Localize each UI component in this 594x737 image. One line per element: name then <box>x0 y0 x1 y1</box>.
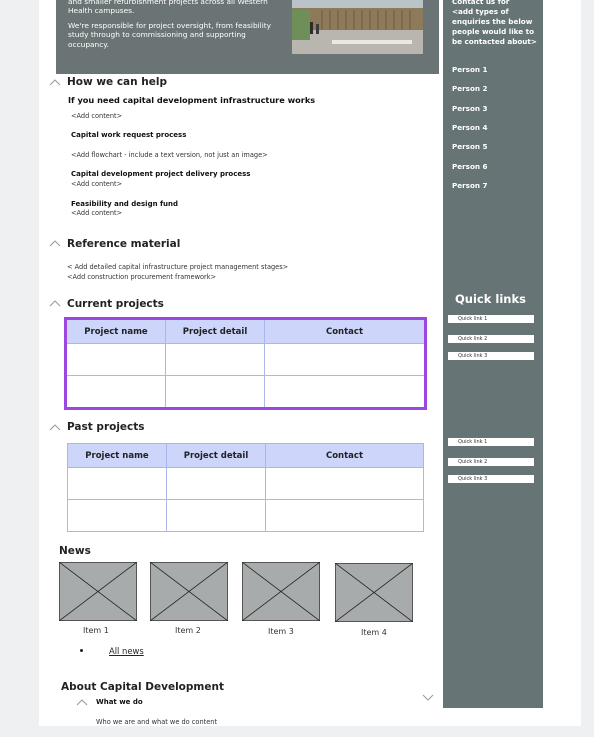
feasibility-heading: Feasibility and design fund <box>71 200 179 208</box>
quick-link[interactable]: Quick link 1 <box>448 315 534 323</box>
table-cell[interactable] <box>266 500 424 532</box>
capital-request-heading: Capital work request process <box>71 131 187 139</box>
person-link[interactable]: Person 5 <box>452 142 488 151</box>
section-heading-past-projects: Past projects <box>67 421 145 433</box>
section-heading-about: About Capital Development <box>61 681 224 693</box>
contact-intro-line: people would like to <box>452 27 535 36</box>
section-heading-current-projects: Current projects <box>67 298 164 310</box>
table-row <box>68 468 424 500</box>
expand-chevron-icon[interactable] <box>422 694 434 701</box>
what-we-do-heading: What we do <box>96 698 143 706</box>
table-row <box>67 376 425 408</box>
placeholder-text: <Add content> <box>71 112 123 120</box>
table-cell[interactable] <box>167 500 266 532</box>
collapse-chevron-icon[interactable] <box>49 240 61 247</box>
person-link[interactable]: Person 3 <box>452 104 488 113</box>
table-cell[interactable] <box>166 344 265 376</box>
table-row <box>67 344 425 376</box>
column-header: Project detail <box>166 320 265 344</box>
contact-intro-line: <add types of <box>452 7 509 16</box>
column-header: Project name <box>67 320 166 344</box>
table-cell[interactable] <box>265 376 425 408</box>
collapse-chevron-icon[interactable] <box>76 699 88 706</box>
person-link[interactable]: Person 4 <box>452 123 488 132</box>
section-heading-help: How we can help <box>67 76 167 88</box>
flowchart-placeholder: <Add flowchart - include a text version, not just an image> <box>71 151 268 159</box>
person-link[interactable]: Person 2 <box>452 84 488 93</box>
column-header: Project detail <box>167 444 266 468</box>
table-cell[interactable] <box>68 500 167 532</box>
quick-links-title: Quick links <box>455 292 526 306</box>
table-row <box>68 500 424 532</box>
quick-link[interactable]: Quick link 1 <box>448 438 534 446</box>
delivery-process-heading: Capital development project delivery process <box>71 170 251 178</box>
column-header: Contact <box>266 444 424 468</box>
hero-intro: and smaller refurbishment projects across all Western Health campuses. <box>68 0 268 16</box>
all-news-link[interactable]: All news <box>109 646 144 656</box>
news-image-placeholder[interactable] <box>242 562 320 621</box>
news-item-label[interactable]: Item 3 <box>268 627 294 636</box>
placeholder-text: <Add content> <box>71 180 123 188</box>
person-link[interactable]: Person 6 <box>452 162 488 171</box>
past-projects-table[interactable] <box>67 443 424 532</box>
news-item-label[interactable]: Item 1 <box>83 626 109 635</box>
column-header: Project name <box>68 444 167 468</box>
collapse-chevron-icon[interactable] <box>49 424 61 431</box>
quick-link[interactable]: Quick link 2 <box>448 335 534 343</box>
help-subheading: If you need capital development infrastructure works <box>68 95 316 105</box>
table-cell[interactable] <box>67 376 166 408</box>
person-link[interactable]: Person 7 <box>452 181 488 190</box>
news-image-placeholder[interactable] <box>335 563 413 622</box>
quick-link[interactable]: Quick link 3 <box>448 475 534 483</box>
placeholder-text: <Add content> <box>71 209 123 217</box>
collapse-chevron-icon[interactable] <box>49 300 61 307</box>
contact-intro <box>452 0 538 47</box>
news-item-label[interactable]: Item 4 <box>361 628 387 637</box>
hero-description: We're responsible for project oversight, from feasibility study through to commissioning and supporting occupancy. <box>68 20 272 49</box>
contact-intro-line: Contact us for <box>452 0 510 6</box>
news-image-placeholder[interactable] <box>150 562 228 621</box>
about-content: Who we are and what we do content <box>96 718 218 726</box>
table-cell[interactable] <box>265 344 425 376</box>
contact-intro-line: be contacted about> <box>452 37 537 46</box>
table-header-row <box>68 444 424 468</box>
table-cell[interactable] <box>68 468 167 500</box>
table-cell[interactable] <box>167 468 266 500</box>
collapse-chevron-icon[interactable] <box>49 79 61 86</box>
current-projects-table[interactable] <box>66 319 425 408</box>
news-image-placeholder[interactable] <box>59 562 137 621</box>
person-link[interactable]: Person 1 <box>452 65 488 74</box>
hero-image <box>292 0 423 54</box>
contact-intro-line: enquiries the below <box>452 17 533 26</box>
column-header: Contact <box>265 320 425 344</box>
hero-text <box>68 0 286 55</box>
table-cell[interactable] <box>166 376 265 408</box>
quick-link[interactable]: Quick link 2 <box>448 458 534 466</box>
section-heading-news: News <box>59 545 91 557</box>
news-item-label[interactable]: Item 2 <box>175 626 201 635</box>
table-header-row <box>67 320 425 344</box>
quick-link[interactable]: Quick link 3 <box>448 352 534 360</box>
table-cell[interactable] <box>67 344 166 376</box>
table-cell[interactable] <box>266 468 424 500</box>
reference-line: < Add detailed capital infrastructure project management stages> <box>67 263 289 271</box>
reference-line: <Add construction procurement framework> <box>67 273 217 281</box>
bullet-icon <box>80 649 83 652</box>
section-heading-reference: Reference material <box>67 238 181 250</box>
